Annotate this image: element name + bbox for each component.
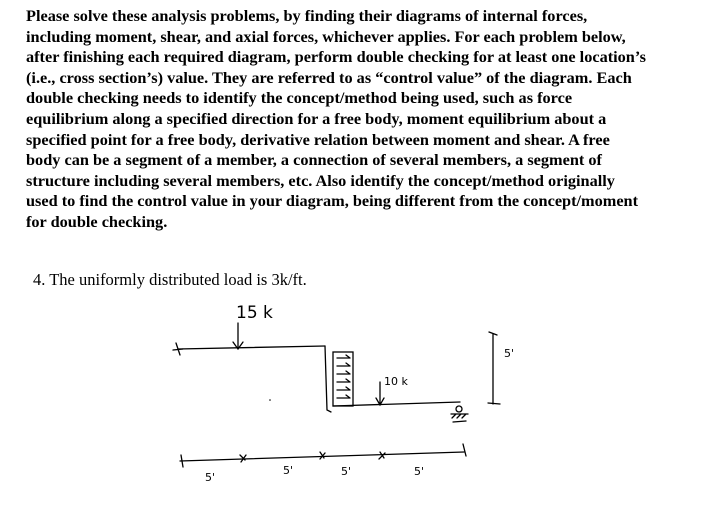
instruction-line: specified point for a free body, derivative relation between moment and shear. A free — [26, 129, 610, 149]
span-ticks — [181, 444, 466, 467]
instruction-line: used to find the control value in your diagram, being different from the concept/moment — [26, 191, 639, 211]
instruction-line: structure including several members, etc. Also identify the concept/method originally — [26, 170, 615, 190]
instruction-line: equilibrium along a specified direction for a free body, moment equilibrium about a — [26, 108, 607, 128]
top-member — [178, 346, 325, 349]
instruction-line: for double checking. — [26, 211, 168, 231]
instruction-line: (i.e., cross section’s) value. They are referred to as “control value” of the diagram. Each — [26, 67, 632, 87]
span-label: 5' — [205, 471, 216, 484]
instruction-line: body can be a segment of a member, a connection of several members, a segment of — [26, 150, 602, 170]
span-label: 5' — [283, 464, 294, 477]
height-dimension — [488, 332, 500, 404]
span-label: 5' — [414, 465, 425, 478]
instruction-line: Please solve these analysis problems, by finding their diagrams of internal forces, — [26, 6, 588, 25]
ground-hatch — [451, 414, 468, 422]
load-arrow-10k — [376, 382, 384, 405]
vertical-member — [325, 346, 331, 412]
load-label-15k: 15 k — [236, 303, 273, 323]
load-arrow-15k — [233, 323, 243, 349]
roller-support — [456, 406, 462, 412]
instruction-line: double checking needs to identify the concept/method being used, such as force — [26, 88, 573, 108]
bottom-member — [333, 402, 460, 406]
span-label: 5' — [341, 465, 352, 478]
distributed-load-arrows — [337, 355, 350, 398]
height-label: 5' — [504, 347, 515, 360]
instruction-line: after finishing each required diagram, perform double checking for at least one location’s — [26, 47, 647, 67]
problem-statement: 4. The uniformly distributed load is 3k/ft. — [33, 270, 307, 289]
load-label-10k: 10 k — [384, 375, 408, 388]
instruction-line: including moment, shear, and axial forces, whichever applies. For each problem below, — [26, 26, 626, 46]
